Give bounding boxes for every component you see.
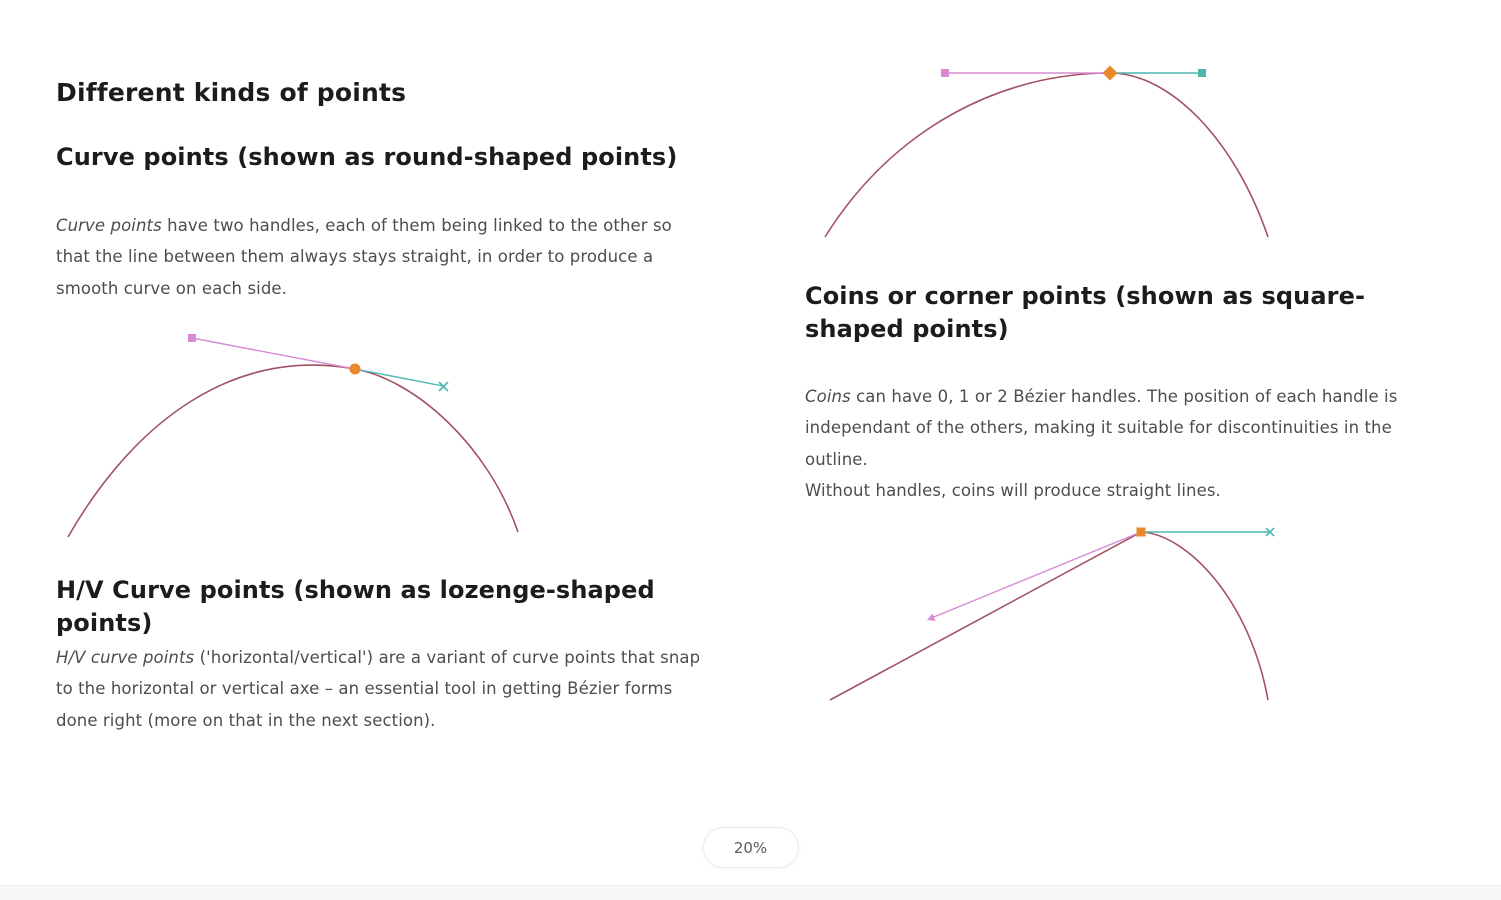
corner-points-body2: Without handles, coins will produce straight lines. — [805, 481, 1221, 500]
page-title: Different kinds of points — [56, 78, 407, 107]
bezier-outline-curve — [825, 73, 1268, 237]
corner-point-diagram — [822, 520, 1282, 705]
zoom-level-badge[interactable] — [703, 827, 799, 868]
heading-curve-points: Curve points (shown as round-shaped points) — [56, 143, 678, 171]
cyan-handle-end-marker — [1198, 69, 1206, 77]
pink-handle-line — [192, 338, 355, 369]
cyan-handle-line — [355, 369, 443, 386]
heading-corner-points: Coins or corner points (shown as square-shaped points) — [805, 282, 1366, 343]
pink-handle-end-marker — [188, 334, 196, 342]
paragraph-corner-points — [805, 381, 1445, 507]
round-curve-point-marker — [350, 364, 361, 375]
hv-curve-points-lead: H/V curve points — [56, 647, 195, 667]
paragraph-hv-curve-points — [56, 642, 711, 737]
bottom-bar — [0, 885, 1501, 900]
bezier-outline-curve — [68, 365, 518, 537]
corner-points-body: can have 0, 1 or 2 Bézier handles. The position of each handle is independant of the others, making it suitable for discontinuities in the outline. — [805, 386, 1398, 469]
hv-curve-points-body: ('horizontal/vertical') are a variant of curve points that snap to the horizontal or vertical axe – an essential tool in getting Bézier forms done right (more on that in the next section). — [56, 647, 701, 730]
curve-points-body: have two handles, each of them being linked to the other so that the line between them always stays straight, in order to produce a smooth curve on each side. — [56, 215, 672, 298]
paragraph-curve-points — [56, 210, 706, 305]
hv-curve-point-diagram — [815, 55, 1280, 250]
pink-handle-line — [929, 532, 1141, 619]
heading-hv-curve-points: H/V Curve points (shown as lozenge-shaped points) — [56, 576, 655, 637]
curve-point-diagram — [60, 325, 530, 545]
lozenge-curve-point-marker — [1103, 66, 1118, 81]
curve-points-lead: Curve points — [56, 215, 162, 235]
pink-handle-end-marker — [941, 69, 949, 77]
square-corner-point-marker — [1137, 528, 1146, 537]
corner-points-lead: Coins — [805, 386, 851, 406]
zoom-level-label: 20% — [733, 838, 768, 857]
bezier-outline-curve — [830, 532, 1268, 700]
